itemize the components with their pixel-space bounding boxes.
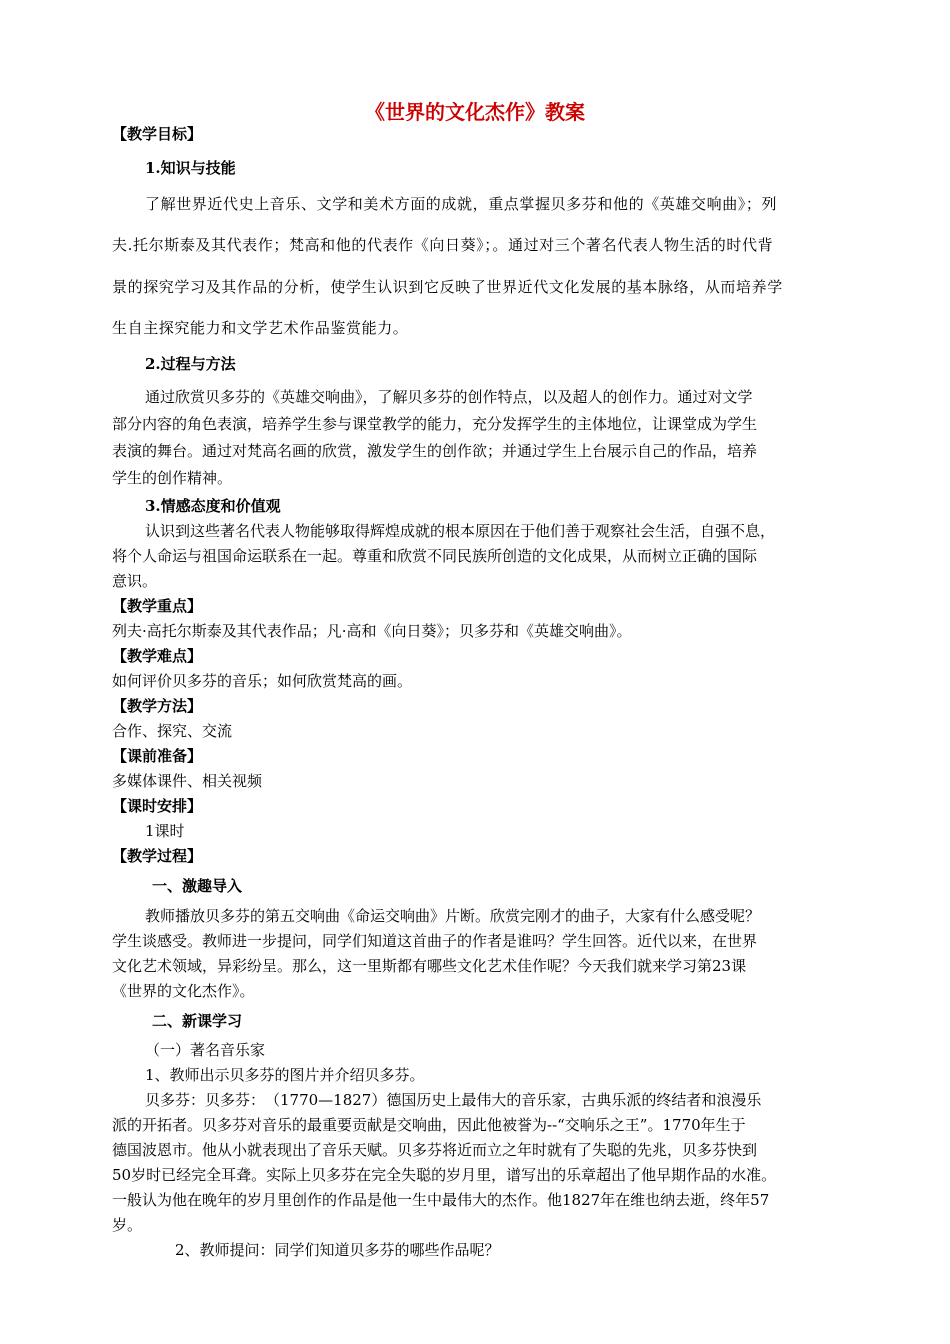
paragraph-line: 多媒体课件、相关视频 <box>112 772 263 790</box>
paragraph-line: 将个人命运与祖国命运联系在一起。尊重和欣赏不同民族所创造的文化成果，从而树立正确的国际 <box>112 547 758 565</box>
section-heading: 【课时安排】 <box>112 797 203 815</box>
paragraph-line: 1、教师出示贝多芬的图片并介绍贝多芬。 <box>145 1066 425 1084</box>
section-heading: 【教学重点】 <box>112 597 203 615</box>
paragraph-line: 景的探究学习及其作品的分析，使学生认识到它反映了世界近代文化发展的基本脉络，从而培养学 <box>112 278 783 296</box>
paragraph-line: 认识到这些著名代表人物能够取得辉煌成就的根本原因在于他们善于观察社会生活，自强不息， <box>145 522 776 540</box>
paragraph-line: 通过欣赏贝多芬的《英雄交响曲》，了解贝多芬的创作特点，以及超人的创作力。通过对文学 <box>145 388 753 406</box>
paragraph-line: 列夫·高托尔斯泰及其代表作品；凡·高和《向日葵》；贝多芬和《英雄交响曲》。 <box>112 622 632 640</box>
paragraph-line: 派的开拓者。贝多芬对音乐的最重要贡献是交响曲，因此他被誉为--“交响乐之王”。1770年生于 <box>112 1116 746 1134</box>
section-heading: 【教学目标】 <box>112 125 203 143</box>
paragraph-line: 50岁时已经完全耳聋。实际上贝多芬在完全失聪的岁月里，谱写出的乐章超出了他早期作品的水准。 <box>112 1166 777 1184</box>
paragraph-line: 如何评价贝多芬的音乐；如何欣赏梵高的画。 <box>112 672 413 690</box>
paragraph-line: 了解世界近代史上音乐、文学和美术方面的成就，重点掌握贝多芬和他的《英雄交响曲》；列 <box>145 195 778 213</box>
paragraph-line: （一）著名音乐家 <box>145 1041 266 1059</box>
subsection-heading: 3.情感态度和价值观 <box>145 497 281 515</box>
subsection-heading: 1.知识与技能 <box>145 159 236 177</box>
paragraph-line: 教师播放贝多芬的第五交响曲《命运交响曲》片断。欣赏完刚才的曲子，大家有什么感受呢？ <box>145 907 761 925</box>
paragraph-line: 生自主探究能力和文学艺术作品鉴赏能力。 <box>112 319 409 337</box>
paragraph-line: 岁。 <box>112 1216 143 1234</box>
paragraph-line: 《世界的文化杰作》。 <box>112 982 255 1000</box>
paragraph-line: 文化艺术领域，异彩纷呈。那么，这一里斯都有哪些文化艺术佳作呢？今天我们就来学习第23课 <box>112 957 747 975</box>
paragraph-line: 贝多芬：贝多芬： （1770—1827）德国历史上最伟大的音乐家，古典乐派的终结者和浪漫乐 <box>145 1091 762 1109</box>
page-title: 《世界的文化杰作》教案 <box>365 100 585 124</box>
paragraph-line: 合作、探究、交流 <box>112 722 233 740</box>
paragraph-line: 学生的创作精神。 <box>112 469 233 487</box>
paragraph-line: 2、教师提问：同学们知道贝多芬的哪些作品呢？ <box>175 1241 500 1259</box>
paragraph-line: 1课时 <box>145 822 185 840</box>
paragraph-line: 意识。 <box>112 572 158 590</box>
section-heading: 【课前准备】 <box>112 747 203 765</box>
paragraph-line: 一般认为他在晚年的岁月里创作的作品是他一生中最伟大的杰作。他1827年在维也纳去逝，终年57 <box>112 1191 770 1209</box>
subsection-heading: 二、新课学习 <box>152 1012 243 1030</box>
paragraph-line: 德国波恩市。他从小就表现出了音乐天赋。贝多芬将近而立之年时就有了失聪的先兆，贝多芬快到 <box>112 1141 758 1159</box>
paragraph-line: 夫.托尔斯泰及其代表作；梵高和他的代表作《向日葵》；。通过对三个著名代表人物生活的时代背 <box>112 236 774 254</box>
subsection-heading: 2.过程与方法 <box>145 355 236 373</box>
section-heading: 【教学过程】 <box>112 847 203 865</box>
paragraph-line: 部分内容的角色表演，培养学生参与课堂教学的能力，充分发挥学生的主体地位，让课堂成为学生 <box>112 415 758 433</box>
section-heading: 【教学难点】 <box>112 647 203 665</box>
subsection-heading: 一、激趣导入 <box>152 877 243 895</box>
paragraph-line: 表演的舞台。通过对梵高名画的欣赏，激发学生的创作欲；并通过学生上台展示自己的作品，培养 <box>112 442 758 460</box>
paragraph-line: 学生谈感受。教师进一步提问，同学们知道这首曲子的作者是谁吗？学生回答。近代以来，在世界 <box>112 932 758 950</box>
section-heading: 【教学方法】 <box>112 697 203 715</box>
